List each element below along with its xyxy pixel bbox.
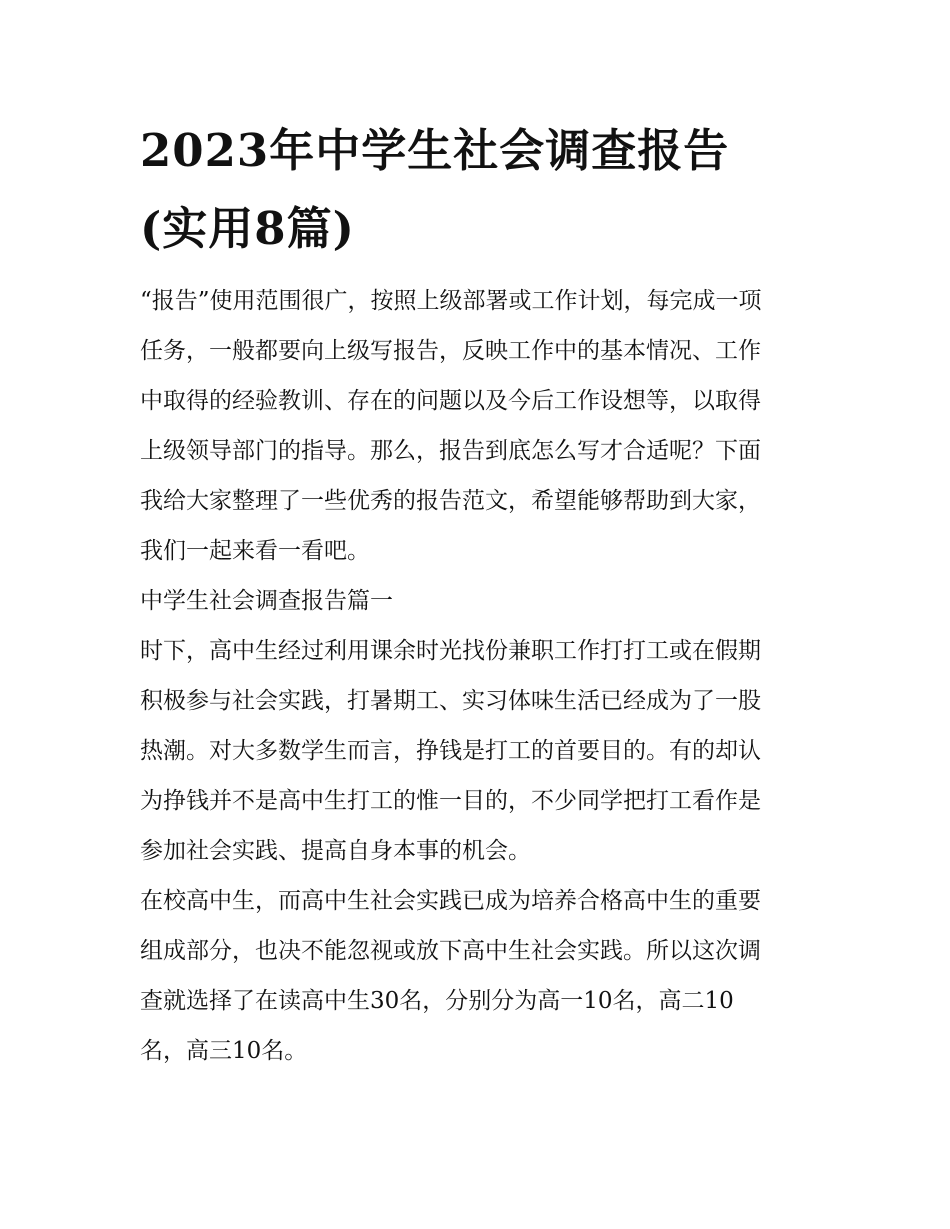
text-line: 在校高中生，而高中生社会实践已成为培养合格高中生的重要 xyxy=(140,888,761,914)
body-paragraph xyxy=(140,876,820,1076)
intro-paragraph xyxy=(140,276,820,576)
text-line: 名，高三10名。 xyxy=(140,1038,308,1064)
text-line: 我给大家整理了一些优秀的报告范文，希望能够帮助到大家， xyxy=(140,488,761,514)
text-line: 中取得的经验教训、存在的问题以及今后工作设想等，以取得 xyxy=(140,388,761,414)
heading-line: 中学生社会调查报告篇一 xyxy=(140,588,393,614)
text-line: “报告”使用范围很广，按照上级部署或工作计划，每完成一项 xyxy=(140,288,762,314)
text-line: 我们一起来看一看吧。 xyxy=(140,538,370,564)
body-paragraph xyxy=(140,626,820,876)
document-title xyxy=(140,112,820,268)
text-line: 为挣钱并不是高中生打工的惟一目的，不少同学把打工看作是 xyxy=(140,788,761,814)
text-line: 参加社会实践、提高自身本事的机会。 xyxy=(140,838,531,864)
text-line: 热潮。对大多数学生而言，挣钱是打工的首要目的。有的却认 xyxy=(140,738,761,764)
text-line: 时下，高中生经过利用课余时光找份兼职工作打打工或在假期 xyxy=(140,638,761,664)
text-line: 上级领导部门的指导。那么，报告到底怎么写才合适呢？下面 xyxy=(140,438,761,464)
title-line: (实用8篇) xyxy=(140,202,355,255)
text-line: 查就选择了在读高中生30名，分别分为高一10名，高二10 xyxy=(140,988,734,1014)
text-line: 任务，一般都要向上级写报告，反映工作中的基本情况、工作 xyxy=(140,338,761,364)
document-body xyxy=(140,276,820,1076)
title-line: 2023年中学生社会调查报告 xyxy=(140,124,730,177)
document-content xyxy=(140,112,820,1076)
text-line: 积极参与社会实践，打暑期工、实习体味生活已经成为了一股 xyxy=(140,688,761,714)
text-line: 组成部分，也决不能忽视或放下高中生社会实践。所以这次调 xyxy=(140,938,761,964)
section-heading xyxy=(140,576,820,626)
